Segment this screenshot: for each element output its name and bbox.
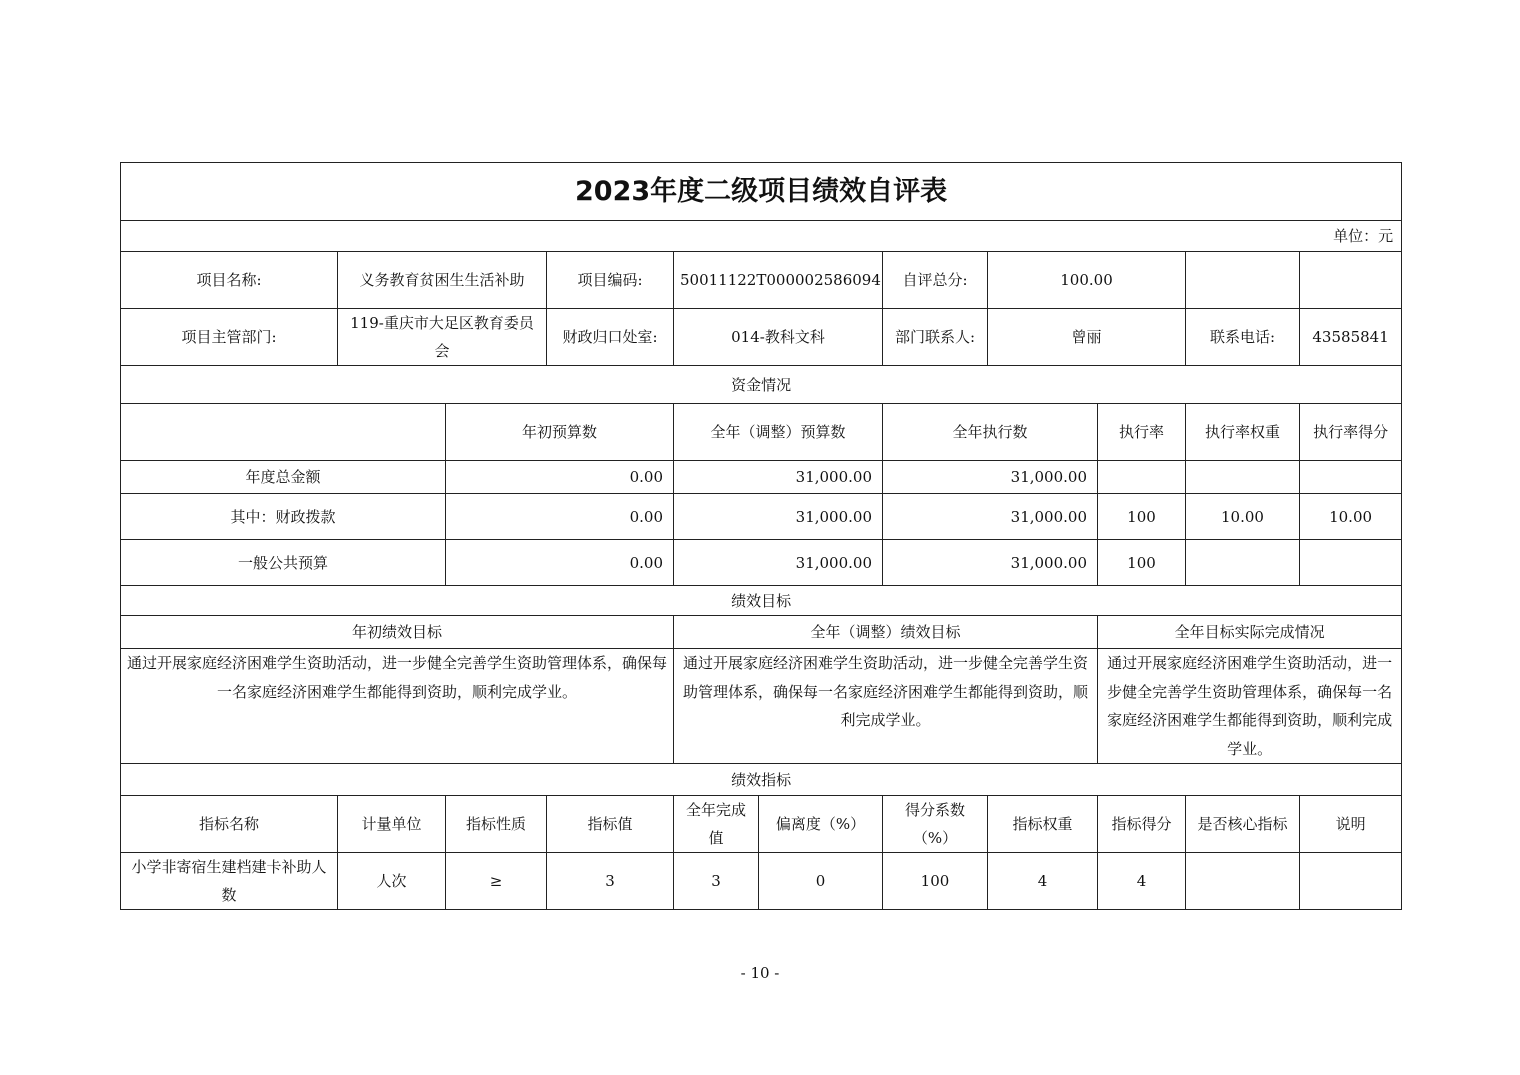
funds-adjusted: 31,000.00 (674, 461, 883, 494)
empty-cell (1300, 252, 1402, 309)
funds-section-title: 资金情况 (121, 366, 1402, 404)
indicator-note (1300, 853, 1402, 910)
table-row (121, 461, 1402, 494)
finance-value: 014-教科文科 (674, 309, 883, 366)
table-row (121, 540, 1402, 586)
indicator-header-coefficient: 得分系数（%） (883, 796, 988, 853)
indicator-header-name: 指标名称 (121, 796, 338, 853)
project-code-value: 50011122T000002586094 (674, 252, 883, 309)
funds-header-executed: 全年执行数 (883, 404, 1098, 461)
funds-score (1300, 540, 1402, 586)
indicator-unit: 人次 (338, 853, 446, 910)
funds-weight: 10.00 (1186, 494, 1300, 540)
indicator-header-deviation: 偏离度（%） (759, 796, 883, 853)
indicator-completed: 3 (674, 853, 759, 910)
indicator-name: 小学非寄宿生建档建卡补助人数 (121, 853, 338, 910)
funds-weight (1186, 461, 1300, 494)
contact-value: 曾丽 (988, 309, 1186, 366)
funds-rate: 100 (1098, 540, 1186, 586)
indicator-nature: ≥ (446, 853, 547, 910)
funds-initial: 0.00 (446, 540, 674, 586)
score-label: 自评总分: (883, 252, 988, 309)
goals-initial-header: 年初绩效目标 (121, 616, 674, 649)
funds-header-weight: 执行率权重 (1186, 404, 1300, 461)
contact-label: 部门联系人: (883, 309, 988, 366)
phone-label: 联系电话: (1186, 309, 1300, 366)
unit-label: 单位：元 (121, 221, 1402, 252)
goals-actual-header: 全年目标实际完成情况 (1098, 616, 1402, 649)
funds-header-blank (121, 404, 446, 461)
indicator-score: 4 (1098, 853, 1186, 910)
goals-adjusted-header: 全年（调整）绩效目标 (674, 616, 1098, 649)
goals-initial-text: 通过开展家庭经济困难学生资助活动，进一步健全完善学生资助管理体系，确保每一名家庭经济困难学生都能得到资助，顺利完成学业。 (121, 649, 674, 764)
indicator-value: 3 (547, 853, 674, 910)
indicator-header-core: 是否核心指标 (1186, 796, 1300, 853)
funds-rate: 100 (1098, 494, 1186, 540)
goals-adjusted-text: 通过开展家庭经济困难学生资助活动，进一步健全完善学生资助管理体系，确保每一名家庭经济困难学生都能得到资助，顺利完成学业。 (674, 649, 1098, 764)
performance-evaluation-table (120, 162, 1402, 910)
funds-header-adjusted: 全年（调整）预算数 (674, 404, 883, 461)
indicator-header-note: 说明 (1300, 796, 1402, 853)
indicator-header-completed: 全年完成值 (674, 796, 759, 853)
funds-row-label: 一般公共预算 (121, 540, 446, 586)
funds-weight (1186, 540, 1300, 586)
table-row (121, 494, 1402, 540)
indicator-coefficient: 100 (883, 853, 988, 910)
indicator-weight: 4 (988, 853, 1098, 910)
funds-adjusted: 31,000.00 (674, 494, 883, 540)
empty-cell (1186, 252, 1300, 309)
funds-executed: 31,000.00 (883, 540, 1098, 586)
funds-adjusted: 31,000.00 (674, 540, 883, 586)
project-code-label: 项目编码: (547, 252, 674, 309)
table-title: 2023年度二级项目绩效自评表 (121, 163, 1402, 221)
indicator-core (1186, 853, 1300, 910)
funds-rate (1098, 461, 1186, 494)
funds-initial: 0.00 (446, 461, 674, 494)
funds-header-initial: 年初预算数 (446, 404, 674, 461)
project-name-label: 项目名称: (121, 252, 338, 309)
funds-row-label: 年度总金额 (121, 461, 446, 494)
funds-header-rate: 执行率 (1098, 404, 1186, 461)
indicator-header-nature: 指标性质 (446, 796, 547, 853)
dept-label: 项目主管部门: (121, 309, 338, 366)
funds-executed: 31,000.00 (883, 494, 1098, 540)
dept-value: 119-重庆市大足区教育委员会 (338, 309, 547, 366)
funds-header-score: 执行率得分 (1300, 404, 1402, 461)
goals-section-title: 绩效目标 (121, 586, 1402, 616)
funds-score (1300, 461, 1402, 494)
goals-actual-text: 通过开展家庭经济困难学生资助活动，进一步健全完善学生资助管理体系，确保每一名家庭经济困难学生都能得到资助，顺利完成学业。 (1098, 649, 1402, 764)
indicator-header-score: 指标得分 (1098, 796, 1186, 853)
table-row (121, 853, 1402, 910)
score-value: 100.00 (988, 252, 1186, 309)
indicators-section-title: 绩效指标 (121, 764, 1402, 796)
phone-value: 43585841 (1300, 309, 1402, 366)
funds-initial: 0.00 (446, 494, 674, 540)
funds-executed: 31,000.00 (883, 461, 1098, 494)
finance-label: 财政归口处室: (547, 309, 674, 366)
indicator-header-unit: 计量单位 (338, 796, 446, 853)
funds-score: 10.00 (1300, 494, 1402, 540)
indicator-header-value: 指标值 (547, 796, 674, 853)
funds-row-label: 其中：财政拨款 (121, 494, 446, 540)
project-name-value: 义务教育贫困生生活补助 (338, 252, 547, 309)
page-number: - 10 - (740, 964, 780, 982)
indicator-header-weight: 指标权重 (988, 796, 1098, 853)
indicator-deviation: 0 (759, 853, 883, 910)
